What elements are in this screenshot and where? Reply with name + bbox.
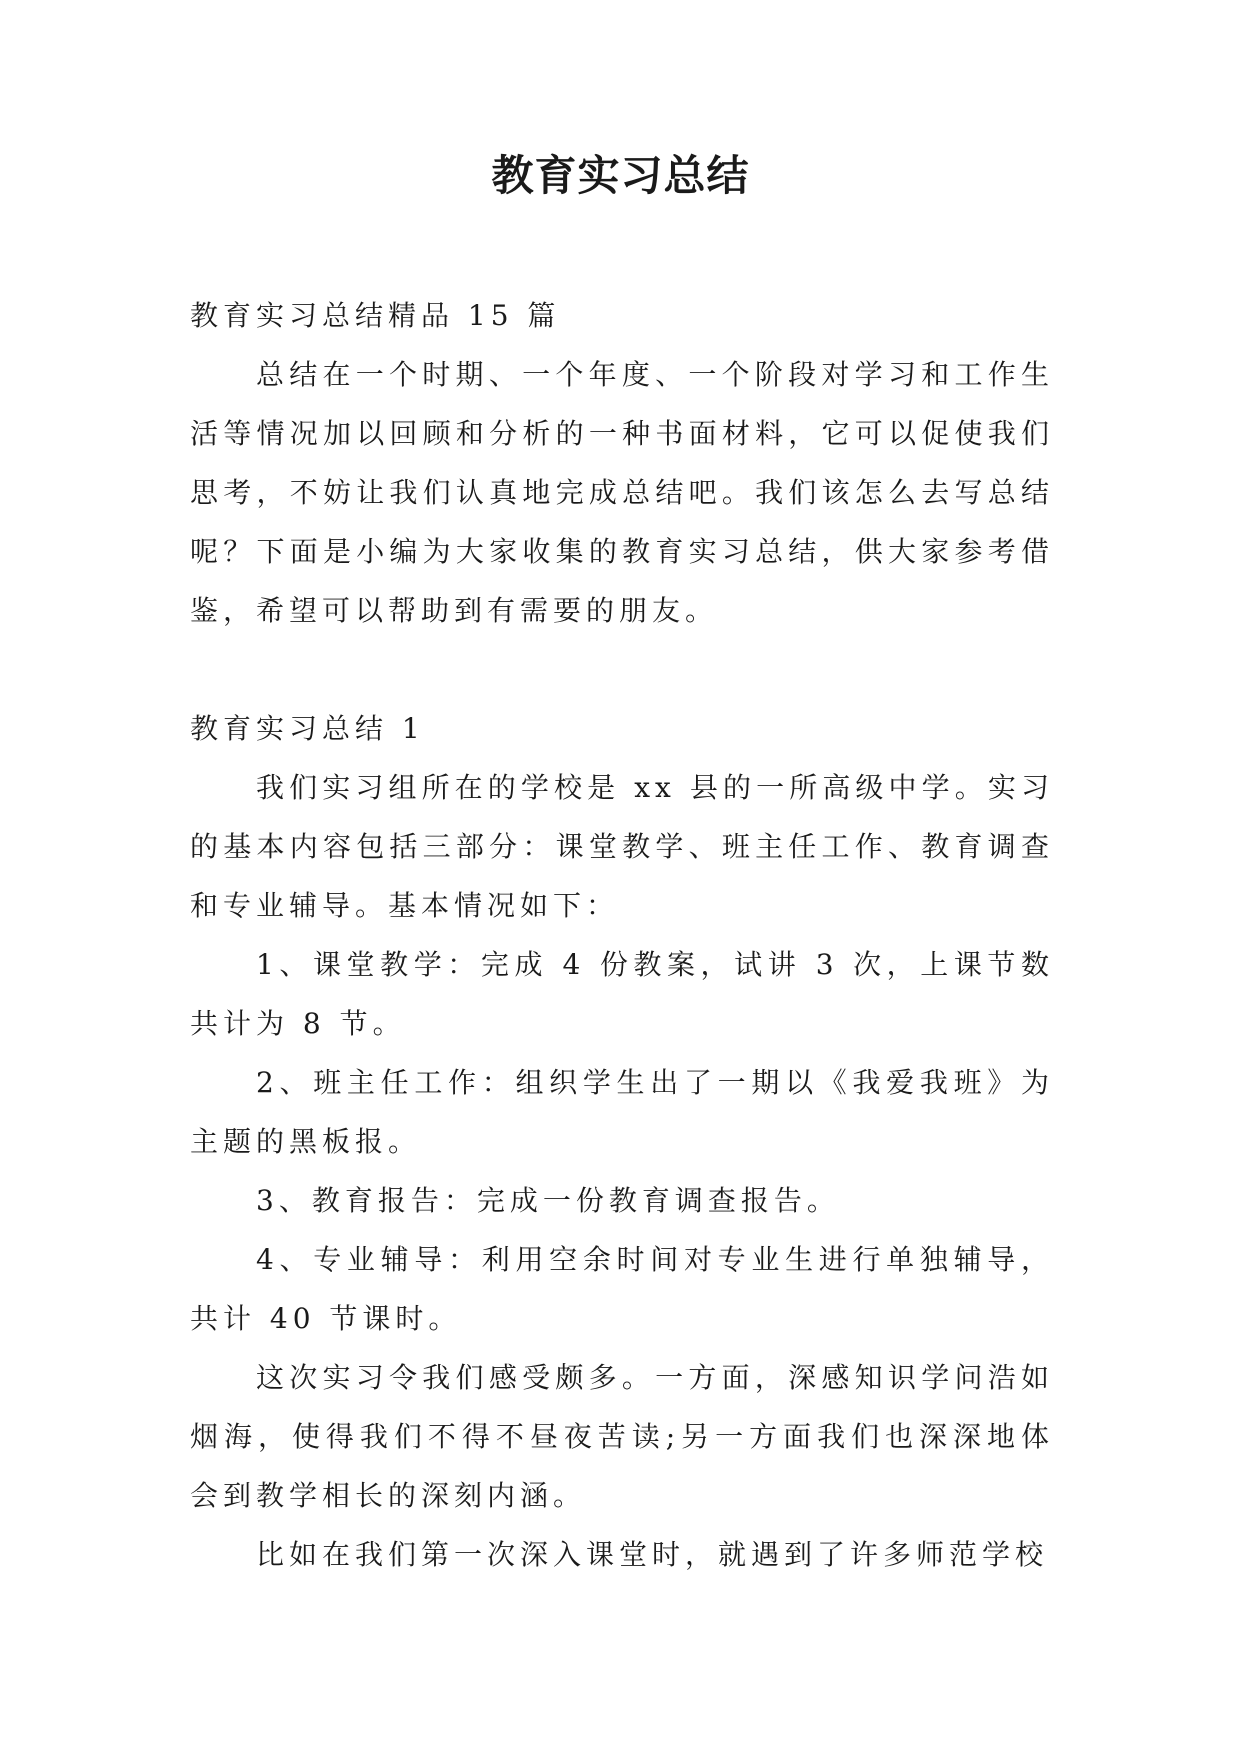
intro-paragraph: 总结在一个时期、一个年度、一个阶段对学习和工作生活等情况加以回顾和分析的一种书面材料，它可以促使我们思考，不妨让我们认真地完成总结吧。我们该怎么去写总结呢？下面是小编为大家收集的教育实习总结，供大家参考借鉴，希望可以帮助到有需要的朋友。 [190, 358, 1054, 627]
body-paragraph: 4、专业辅导：利用空余时间对专业生进行单独辅导，共计 40 节课时。 [190, 1243, 1054, 1335]
body-paragraph: 比如在我们第一次深入课堂时，就遇到了许多师范学校 [256, 1538, 1049, 1571]
section-heading: 教育实习总结 1 [190, 712, 425, 745]
section-spacer [190, 640, 1054, 699]
body-paragraph: 3、教育报告：完成一份教育调查报告。 [256, 1184, 840, 1217]
document-subtitle: 教育实习总结精品 15 篇 [190, 299, 561, 332]
body-paragraph: 2、班主任工作：组织学生出了一期以《我爱我班》为主题的黑板报。 [190, 1066, 1054, 1158]
body-paragraph: 这次实习令我们感受颇多。一方面，深感知识学问浩如烟海，使得我们不得不昼夜苦读;另一方面我们也深深地体会到教学相长的深刻内涵。 [190, 1361, 1054, 1512]
document-title: 教育实习总结 [491, 151, 750, 200]
body-paragraph: 我们实习组所在的学校是 xx 县的一所高级中学。实习的基本内容包括三部分：课堂教学、班主任工作、教育调查和专业辅导。基本情况如下： [190, 771, 1054, 922]
document-body [190, 286, 1054, 1584]
body-paragraph: 1、课堂教学：完成 4 份教案，试讲 3 次，上课节数共计为 8 节。 [190, 948, 1054, 1040]
